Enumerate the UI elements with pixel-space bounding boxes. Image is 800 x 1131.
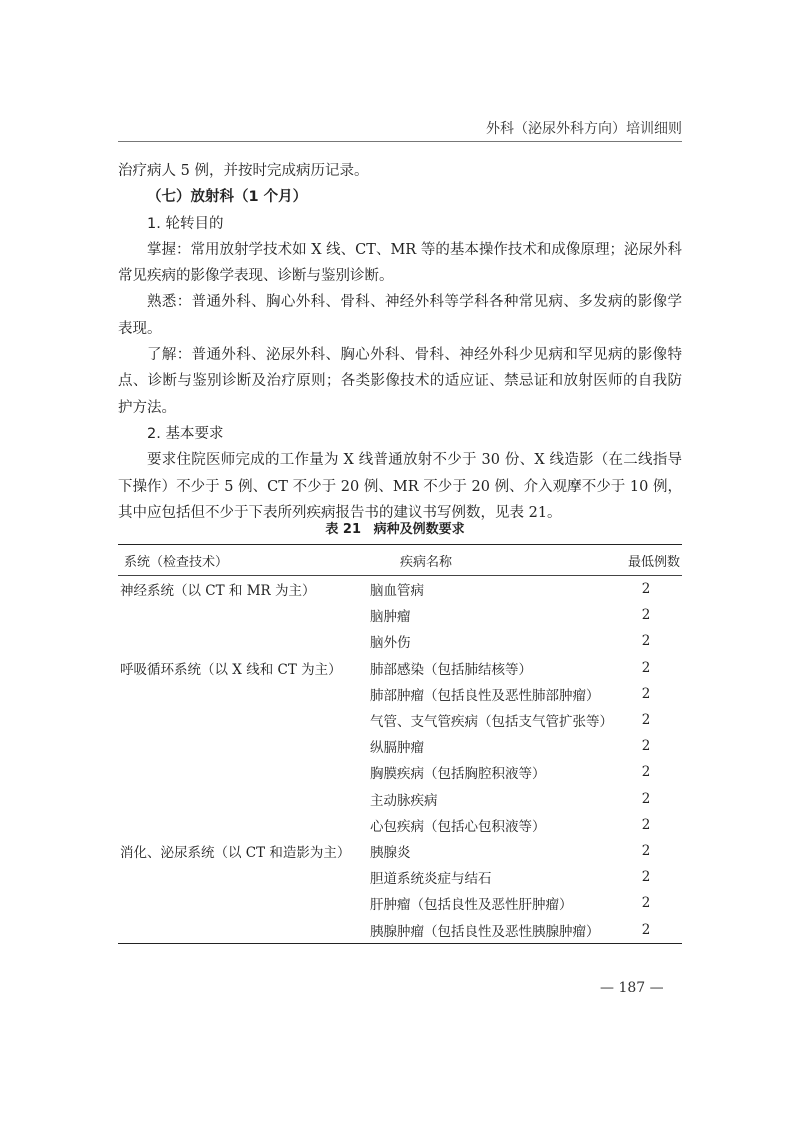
cell-min-cases: 2: [641, 842, 651, 859]
table-row: [118, 602, 682, 628]
cell-min-cases: 2: [641, 869, 651, 886]
cell-system: [118, 916, 370, 943]
running-head: 外科（泌尿外科方向）培训细则: [486, 121, 682, 137]
header-rule: [118, 141, 682, 142]
cell-system: 神经系统（以 CT 和 MR 为主）: [120, 583, 316, 600]
cell-min-cases: 2: [641, 790, 651, 807]
table-row: [118, 890, 682, 916]
section-heading: （七）放射科（1 个月）: [147, 189, 308, 206]
table-body: [118, 576, 682, 944]
table-row: [118, 681, 682, 707]
cell-system: [118, 786, 370, 812]
requirements-table: [118, 544, 682, 944]
paragraph-continuation: 治疗病人 5 例，并按时完成病历记录。: [118, 163, 369, 179]
paragraph-requirements: 要求住院医师完成的工作量为 X 线普通放射不少于 30 份、X 线造影（在二线指导下操作）不少于 5 例、CT 不少于 20 例、MR 不少于 20 例、介入观摩不少于 10 例，其中应包括但不少于下表所列疾病报告书的建议书写例数，见表 21。: [118, 452, 682, 521]
cell-system: [118, 681, 370, 707]
table-number: 表 21: [325, 522, 362, 537]
cell-min-cases: 2: [641, 685, 651, 702]
cell-system: [118, 759, 370, 785]
cell-system: [118, 602, 370, 628]
table-row: [118, 576, 682, 603]
cell-system: [118, 628, 370, 654]
cell-min-cases: 2: [641, 633, 651, 650]
cell-disease: 气管、支气管疾病（包括支气管扩张等）: [370, 714, 613, 731]
cell-min-cases: 2: [610, 916, 682, 943]
cell-system: [118, 864, 370, 890]
cell-disease: 脑肿瘤: [370, 609, 411, 626]
cell-min-cases: 2: [641, 895, 651, 912]
cell-system: 消化、泌尿系统（以 CT 和造影为主）: [120, 844, 351, 861]
cell-disease: 心包疾病（包括心包积液等）: [370, 818, 546, 835]
cell-disease: 肺部感染（包括肺结核等）: [370, 661, 532, 678]
paragraph-understand: 了解：普通外科、泌尿外科、胸心外科、骨科、神经外科少见病和罕见病的影像特点、诊断与鉴别诊断及治疗原则；各类影像技术的适应证、禁忌证和放射医师的自我防护方法。: [118, 347, 682, 416]
cell-disease: 主动脉疾病: [370, 792, 438, 809]
cell-disease: 脑血管病: [370, 583, 424, 600]
body-text: [118, 158, 682, 526]
table-row: [118, 864, 682, 890]
cell-min-cases: 2: [641, 712, 651, 729]
cell-min-cases: 2: [641, 581, 651, 598]
cell-min-cases: 2: [641, 816, 651, 833]
table-caption: [108, 518, 682, 537]
cell-system: [118, 812, 370, 838]
table-row: [118, 707, 682, 733]
table-row: [118, 733, 682, 759]
cell-min-cases: 2: [641, 607, 651, 624]
header-min-cases: 最低例数: [610, 545, 682, 576]
cell-disease: 胸膜疾病（包括胸腔积液等）: [370, 766, 546, 783]
table-row: [118, 838, 682, 864]
cell-min-cases: 2: [641, 764, 651, 781]
cell-disease: 肺部肿瘤（包括良性及恶性肺部肿瘤）: [370, 687, 600, 704]
table-row: [118, 812, 682, 838]
table-header-row: [118, 545, 682, 576]
cell-min-cases: 2: [641, 659, 651, 676]
table-row: [118, 628, 682, 654]
table-row: [118, 786, 682, 812]
table-row: [118, 655, 682, 681]
subheading-rotation-goals: 1. 轮转目的: [147, 215, 224, 232]
cell-disease: 胆道系统炎症与结石: [370, 871, 492, 888]
table-title: 病种及例数要求: [373, 522, 465, 537]
page-number: — 187 —: [600, 980, 664, 996]
header-system: 系统（检查技术）: [118, 545, 370, 576]
cell-system: [118, 733, 370, 759]
paragraph-master: 掌握：常用放射学技术如 X 线、CT、MR 等的基本操作技术和成像原理；泌尿外科常见疾病的影像学表现、诊断与鉴别诊断。: [118, 241, 682, 285]
subheading-basic-requirements: 2. 基本要求: [147, 425, 224, 442]
paragraph-familiar: 熟悉：普通外科、胸心外科、骨科、神经外科等学科各种常见病、多发病的影像学表现。: [118, 294, 682, 337]
cell-disease: 胰腺肿瘤（包括良性及恶性胰腺肿瘤）: [370, 916, 610, 943]
cell-system: 呼吸循环系统（以 X 线和 CT 为主）: [120, 661, 342, 678]
cell-disease: 肝肿瘤（包括良性及恶性肝肿瘤）: [370, 897, 573, 914]
cell-disease: 胰腺炎: [370, 844, 411, 861]
cell-disease: 脑外伤: [370, 635, 411, 652]
cell-min-cases: 2: [641, 738, 651, 755]
table-row: [118, 759, 682, 785]
cell-system: [118, 707, 370, 733]
cell-system: [118, 890, 370, 916]
requirements-table-block: [118, 518, 682, 944]
table-row: [118, 916, 682, 943]
header-disease: 疾病名称: [370, 545, 610, 576]
cell-disease: 纵膈肿瘤: [370, 740, 424, 757]
